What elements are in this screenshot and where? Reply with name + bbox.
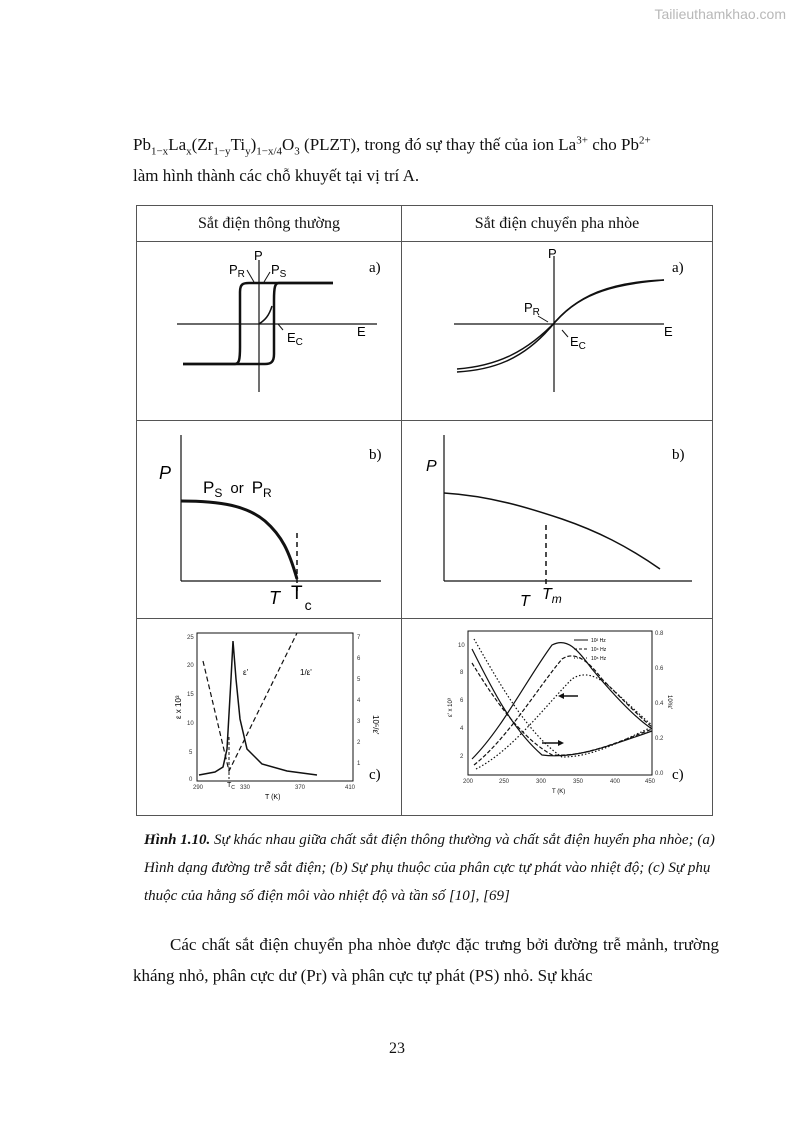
- ytick: 10: [187, 721, 194, 727]
- panel-label-c: c): [369, 767, 381, 783]
- label-tc: $T_c$: [291, 583, 312, 613]
- xtick: 350: [573, 779, 584, 785]
- cell-polarization-normal: [137, 421, 402, 619]
- axis-label-t: T: [269, 588, 280, 608]
- xtick: 250: [499, 779, 510, 785]
- y2label-relaxor: 10³/ε': [666, 695, 672, 710]
- label-tm: $T_m$: [542, 586, 562, 606]
- label-pr: $P_R$: [229, 262, 245, 280]
- xtick: 370: [295, 785, 306, 791]
- label-ec-relaxor: $E_C$: [570, 334, 586, 352]
- y2tick: 7: [357, 635, 361, 641]
- series-epsilon: [199, 641, 317, 775]
- panel-label-b-relaxor: b): [672, 447, 685, 463]
- ytick: 4: [460, 726, 464, 732]
- xticks: [193, 785, 356, 791]
- dielectric-relaxor: [402, 619, 712, 815]
- watermark: Tailieuthamkhao.com: [654, 6, 786, 22]
- label-tc-c: $T_C$: [227, 782, 235, 791]
- series-inverse-epsilon: [203, 633, 297, 771]
- y2tick: 5: [357, 677, 361, 683]
- series-eps-104: [474, 656, 652, 765]
- caption-text: Sự khác nhau giữa chất sắt điện thông thường và chất sắt điện huyển pha nhòe; (a) Hình dạng đường trễ sắt điện; (b) Sự phụ thuộc của phân cực tự phát vào nhiệt độ; (c) Sự phụ thuộc của hằng số điện môi vào nhiệt độ và tần số [10], [69]: [144, 832, 715, 904]
- axis-label-p-relaxor: P: [548, 246, 557, 261]
- panel-label-a-relaxor: a): [672, 260, 684, 276]
- y2tick: 0.0: [655, 771, 664, 777]
- axis-label-p-b-relaxor: P: [426, 458, 437, 475]
- xticks-relaxor: [463, 779, 656, 785]
- axis-label-p-b: P: [159, 463, 172, 483]
- label-inv-eps: 1/ε': [300, 668, 312, 677]
- label-ps-or-pr: $P_S$ or $P_R$: [203, 478, 272, 500]
- label-eps: ε': [243, 668, 249, 677]
- xtick: 410: [345, 785, 356, 791]
- axis-label-p: P: [254, 248, 263, 263]
- y2tick: 3: [357, 719, 361, 725]
- legend-item: 10² Hz: [591, 638, 606, 644]
- xtick: 400: [610, 779, 621, 785]
- y2tick: 0.8: [655, 631, 664, 637]
- y2tick: 1: [357, 761, 361, 767]
- page-number: 23: [389, 1040, 405, 1057]
- polarization-relaxor: [402, 421, 712, 618]
- label-ec: $E_C$: [287, 330, 303, 348]
- panel-label-b: b): [369, 447, 382, 463]
- body-paragraph: Các chất sắt điện chuyển pha nhòe được đặc trưng bởi đường trễ mảnh, trường kháng nhỏ, phân cực dư (Pr) và phân cực tự phát (PS) nhỏ. Sự khác: [133, 935, 719, 985]
- yticks-left-relaxor: [458, 643, 465, 760]
- yticks-right-relaxor: [655, 631, 664, 777]
- ylabel: ε x 10³: [174, 695, 183, 719]
- comparison-figure-table: [136, 205, 713, 816]
- ytick: 8: [460, 670, 464, 676]
- series-inv-104: [472, 663, 652, 755]
- y2tick: 0.6: [655, 666, 664, 672]
- cell-hysteresis-normal: [137, 242, 402, 421]
- ytick: 10: [458, 643, 465, 649]
- panel-label-c-relaxor: c): [672, 767, 684, 783]
- ytick: 5: [189, 750, 193, 756]
- label-pr-relaxor: $P_R$: [524, 300, 540, 318]
- xlabel: T (K): [265, 794, 281, 801]
- legend: [574, 638, 607, 662]
- ytick: 0: [189, 777, 193, 783]
- yticks-right: [357, 635, 361, 767]
- ytick: 2: [460, 754, 464, 760]
- hysteresis-loop-normal: [137, 242, 401, 420]
- y2tick: 0.2: [655, 736, 664, 742]
- xlabel-relaxor: T (K): [552, 789, 566, 795]
- y2label: 10⁵/ε': [371, 715, 380, 735]
- xtick: 450: [645, 779, 656, 785]
- ytick: 20: [187, 663, 194, 669]
- xtick: 300: [536, 779, 547, 785]
- axis-label-e-relaxor: E: [664, 324, 673, 339]
- panel-label-a: a): [369, 260, 381, 276]
- y2tick: 2: [357, 740, 361, 746]
- hysteresis-loop-relaxor: [402, 242, 712, 420]
- intro-paragraph: $Pb_{1-x}La_x(Zr_{1-y}Ti_y)_{1-x/4}O_3$ (PLZT), trong đó sự thay thế của ion $La^{3+}$ cho $Pb^{2+}$ làm hình thành các chỗ khuyết tại vị trí A.: [133, 134, 651, 185]
- dielectric-normal: [137, 619, 401, 815]
- xtick: 290: [193, 785, 204, 791]
- y2tick: 6: [357, 656, 361, 662]
- y2tick: 4: [357, 698, 361, 704]
- legend-item: 10⁴ Hz: [591, 647, 607, 653]
- axis-label-e: E: [357, 324, 366, 339]
- polarization-normal: [137, 421, 401, 618]
- ytick: 15: [187, 692, 194, 698]
- header-relaxor-ferroelectric: Sắt điện chuyển pha nhòe: [402, 206, 713, 242]
- xtick: 330: [240, 785, 251, 791]
- ylabel-relaxor: ε' x 10³: [448, 698, 454, 717]
- cell-polarization-relaxor: [402, 421, 713, 619]
- y2tick: 0.4: [655, 701, 664, 707]
- cell-dielectric-normal: [137, 619, 402, 816]
- caption-label: Hình 1.10.: [144, 832, 211, 848]
- ytick: 6: [460, 698, 464, 704]
- figure-caption: [144, 826, 734, 910]
- ytick: 25: [187, 635, 194, 641]
- axis-label-t-relaxor: T: [520, 593, 530, 610]
- cell-hysteresis-relaxor: [402, 242, 713, 421]
- header-normal-ferroelectric: Sắt điện thông thường: [137, 206, 402, 242]
- label-ps: $P_S$: [271, 262, 287, 280]
- xtick: 200: [463, 779, 474, 785]
- yticks-left: [187, 635, 194, 783]
- legend-item: 10⁶ Hz: [591, 656, 607, 662]
- cell-dielectric-relaxor: [402, 619, 713, 816]
